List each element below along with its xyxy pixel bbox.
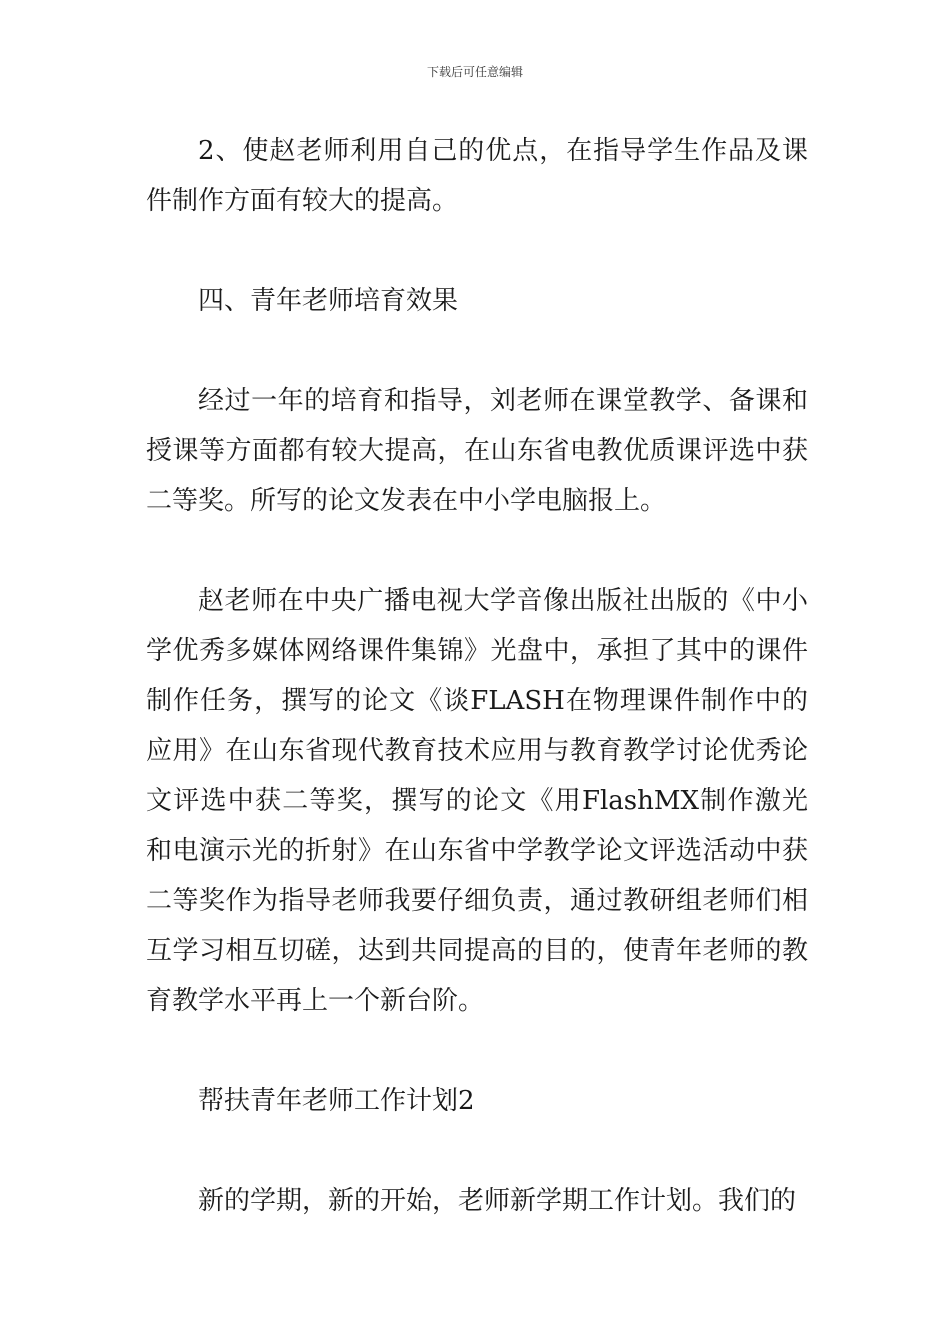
section-heading-plan-2: 帮扶青年老师工作计划2 <box>198 1086 475 1116</box>
paragraph-spacer <box>146 1126 808 1176</box>
paragraph-spacer <box>146 226 808 276</box>
paragraph-spacer <box>146 326 808 376</box>
paragraph-spacer <box>146 526 808 576</box>
paragraph-liu-results: 经过一年的培育和指导，刘老师在课堂教学、备课和授课等方面都有较大提高，在山东省电教优质课评选中获二等奖。所写的论文发表在中小学电脑报上。 <box>146 386 808 516</box>
paragraph-zhao-results: 赵老师在中央广播电视大学音像出版社出版的《中小学优秀多媒体网络课件集锦》光盘中，承担了其中的课件制作任务，撰写的论文《谈FLASH在物理课件制作中的应用》在山东省现代教育技术应用与教育教学讨论优秀论文评选中获二等奖，撰写的论文《用FlashMX制作激光和电演示光的折射》在山东省中学教学论文评选活动中获二等奖作为指导老师我要仔细负责，通过教研组老师们相互学习相互切磋，达到共同提高的目的，使青年老师的教育教学水平再上一个新台阶。 <box>146 586 808 1016</box>
paragraph-new-semester: 新的学期，新的开始，老师新学期工作计划。我们的 <box>198 1186 797 1216</box>
paragraph-goal-2: 2、使赵老师利用自己的优点，在指导学生作品及课件制作方面有较大的提高。 <box>146 136 808 216</box>
section-heading-training-results: 四、青年老师培育效果 <box>198 286 459 316</box>
paragraph-spacer <box>146 1026 808 1076</box>
document-body <box>146 126 808 1226</box>
page-header: 下载后可任意编辑 <box>426 65 523 79</box>
